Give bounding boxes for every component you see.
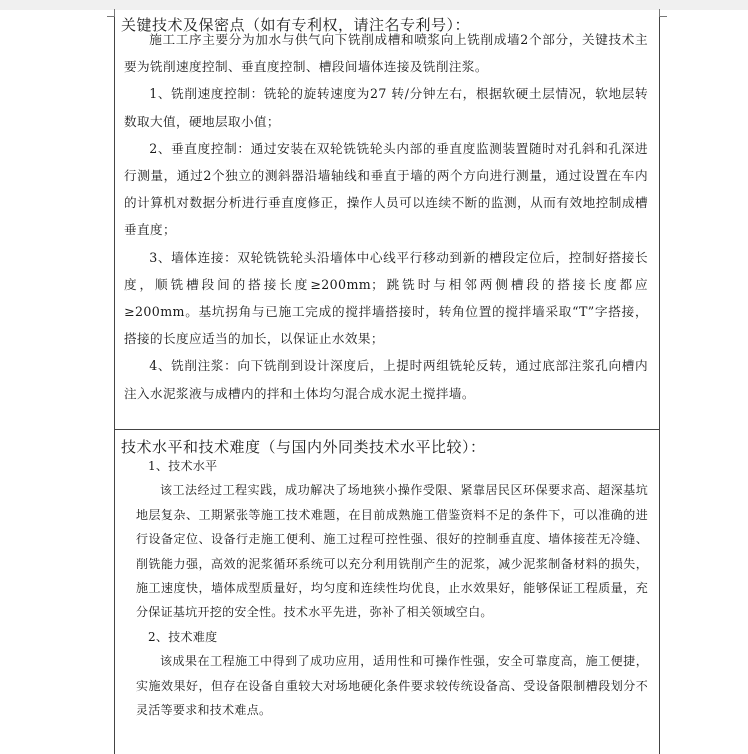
key-technology-title: 关键技术及保密点（如有专利权，请注名专利号）： [121, 16, 471, 34]
technical-level-text: 该工法经过工程实践，成功解决了场地狭小操作受限、紧靠居民区环保要求高、超深基坑地层复杂、工期紧张等施工技术难题，在目前成熟施工借鉴资料不足的条件下，可以准确的进行设备定位、设备行走施工便利、施工过程可控性强、很好的控制垂直度、墙体接茬无冷缝、削铣能力强，高效的泥浆循环系统可以充分利用铣削产生的泥浆，减少泥浆制备材料的损失，施工速度快，墙体成型质量好，均匀度和连续性均优良，止水效果好，能够保证工程质量，充分保证基坑开挖的安全性。技术水平先进，弥补了相关领域空白。 [136, 483, 648, 620]
technical-difficulty-heading: 2、技术难度 [148, 629, 218, 644]
technical-level-title: 技术水平和技术难度（与国内外同类技术水平比较）： [121, 438, 486, 456]
paragraph: 4、铣削注浆：向下铣削到设计深度后，上提时两组铣轮反转，通过底部注浆孔向槽内注入水泥浆液与成槽内的拌和土体均匀混合成水泥土搅拌墙。 [124, 358, 648, 401]
page-corner-marker [107, 9, 115, 17]
technical-level-heading: 1、技术水平 [148, 459, 218, 473]
technical-level-body [124, 454, 648, 722]
technical-difficulty-text: 该成果在工程施工中得到了成功应用，适用性和可操作性强，安全可靠度高，施工便捷，实施效果好，但存在设备自重较大对场地硬化条件要求较传统设备高、受设备限制槽段划分不灵活等要求和技术难点。 [136, 654, 648, 718]
key-technology-body [124, 26, 648, 407]
page-corner-marker [659, 9, 667, 17]
paragraph: 施工工序主要分为加水与供气向下铣削成槽和喷浆向上铣削成墙2个部分，关键技术主要为铣削速度控制、垂直度控制、槽段间墙体连接及铣削注浆。 [124, 32, 648, 75]
paragraph: 2、垂直度控制：通过安装在双轮铣铣轮头内部的垂直度监测装置随时对孔斜和孔深进行测量，通过2个独立的测斜器沿墙轴线和垂直于墙的两个方向进行测量，通过设置在车内的计算机对数据分析进行垂直度修正，操作人员可以连续不断的监测，从而有效地控制成槽垂直度； [124, 140, 648, 238]
paragraph: 1、铣削速度控制：铣轮的旋转速度为27 转/分钟左右，根据软硬土层情况，软地层转数取大值，硬地层取小值； [124, 86, 648, 129]
paragraph: 3、墙体连接：双轮铣铣轮头沿墙体中心线平行移动到新的槽段定位后，控制好搭接长度，顺铣槽段间的搭接长度≥200mm；跳铣时与相邻两侧槽段的搭接长度都应≥200mm。基坑拐角与已施工完成的搅拌墙搭接时，转角位置的搅拌墙采取“T”字搭接，搭接的长度应适当的加长，以保证止水效果； [124, 249, 648, 347]
